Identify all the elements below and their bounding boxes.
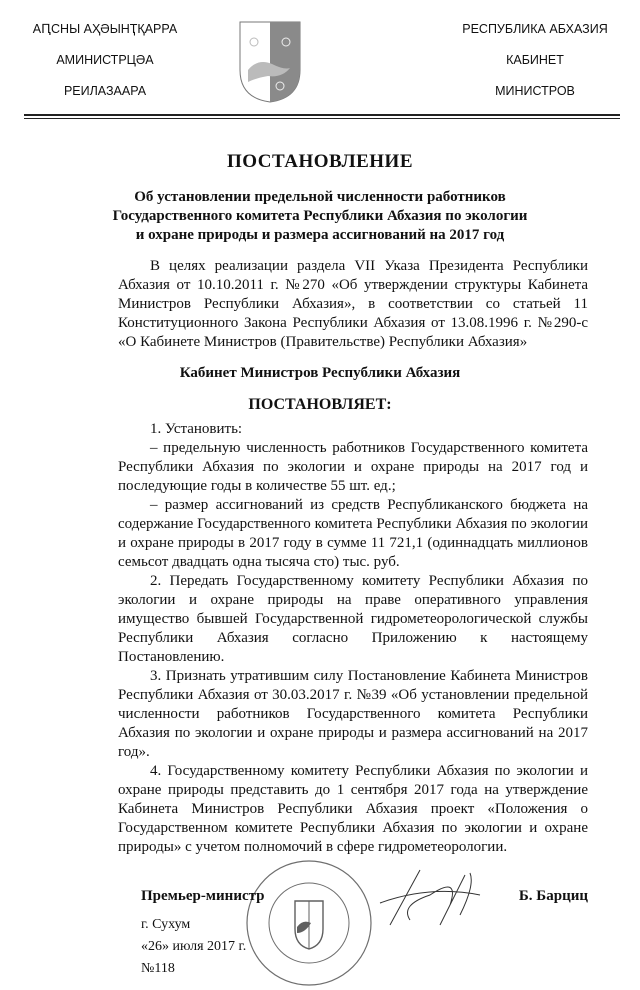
header-rule: [24, 118, 620, 119]
header-right-line: РЕСПУБЛИКА АБХАЗИЯ: [462, 22, 608, 36]
authority: Кабинет Министров Республики Абхазия: [179, 365, 461, 381]
preamble: В целях реализации раздела VII Указа Президента Республики Абхазия от 10.10.2011 г. №270 «Об утверждении структуры Кабинета Министров Республики Абхазия», в соответствии со статьей 11 Конституционного Закона Республики Абхазия от 13.08.1996 г. №290-с «О Кабинете Министров (Правительстве) Республики Абхазия»: [118, 258, 588, 350]
document-title: ПОСТАНОВЛЕНИЕ: [226, 151, 414, 172]
item-1b: – размер ассигнований из средств Республиканского бюджета на содержание Государственного комитета Республики Абхазия по экологии и охране природы в 2017 году в сумме 11 721,1 (одиннадцать миллионов семьсот двадцать одна тысяча сто) тыс. руб.: [118, 497, 588, 570]
subtitle-line: Об установлении предельной численности работников: [134, 189, 506, 205]
document-subtitle: [100, 188, 540, 245]
coat-of-arms-emblem: [238, 20, 302, 104]
signatory-position: Премьер-министр: [141, 888, 265, 904]
item-1: 1. Установить:: [150, 421, 243, 437]
header-rule: [24, 114, 620, 116]
item-3: 3. Признать утратившим силу Постановление Кабинета Министров Республики Абхазия от 30.03.2017 г. №39 «Об установлении предельной численности работников Государственного комитета Республики Абхазия по экологии и охране природы и размера ассигнований на 2017 год».: [118, 668, 588, 760]
letterhead: [0, 0, 640, 150]
document-number: №118: [141, 961, 175, 976]
signatory-row: [141, 887, 588, 906]
header-left-line: АМИНИСТРЦӘА: [56, 53, 154, 67]
header-left-line: АԤСНЫ АҲӘЫНҬҚАРРА: [32, 22, 178, 36]
item-4: 4. Государственному комитету Республики Абхазия по экологии и охране природы представить до 1 сентября 2017 года на утверждение Кабинета Министров Республики Абхазия проект «Положения о Государственном комитете Республики Абхазия по экологии и охране природы» с учетом полномочий в сфере гидрометеорологии.: [118, 763, 588, 855]
header-right-line: МИНИСТРОВ: [495, 84, 575, 98]
header-left: [20, 14, 190, 107]
date: «26» июля 2017 г.: [141, 939, 247, 954]
header-right: [450, 14, 620, 107]
city: г. Сухум: [141, 917, 191, 932]
subtitle-line: и охране природы и размера ассигнований на 2017 год: [135, 227, 505, 243]
decree-items: [118, 420, 588, 857]
signatory-name: Б. Барциц: [518, 888, 588, 904]
signature-block: [0, 887, 640, 990]
item-1a: – предельную численность работников Государственного комитета Республики Абхазия по экологии и охране природы на 2017 год и последующие годы в количестве 55 шт. ед.;: [118, 440, 588, 494]
header-left-line: РЕИЛАЗААРА: [63, 84, 147, 98]
subtitle-line: Государственного комитета Республики Абхазия по экологии: [112, 208, 528, 224]
decree-heading: ПОСТАНОВЛЯЕТ:: [248, 396, 392, 413]
item-2: 2. Передать Государственному комитету Республики Абхазия по экологии и охране природы на праве оперативного управления имущество бывшей Государственной гидрометеорологической службы Республики Абхазия согласно Приложению к настоящему Постановлению.: [118, 573, 588, 665]
header-right-line: КАБИНЕТ: [506, 53, 564, 67]
